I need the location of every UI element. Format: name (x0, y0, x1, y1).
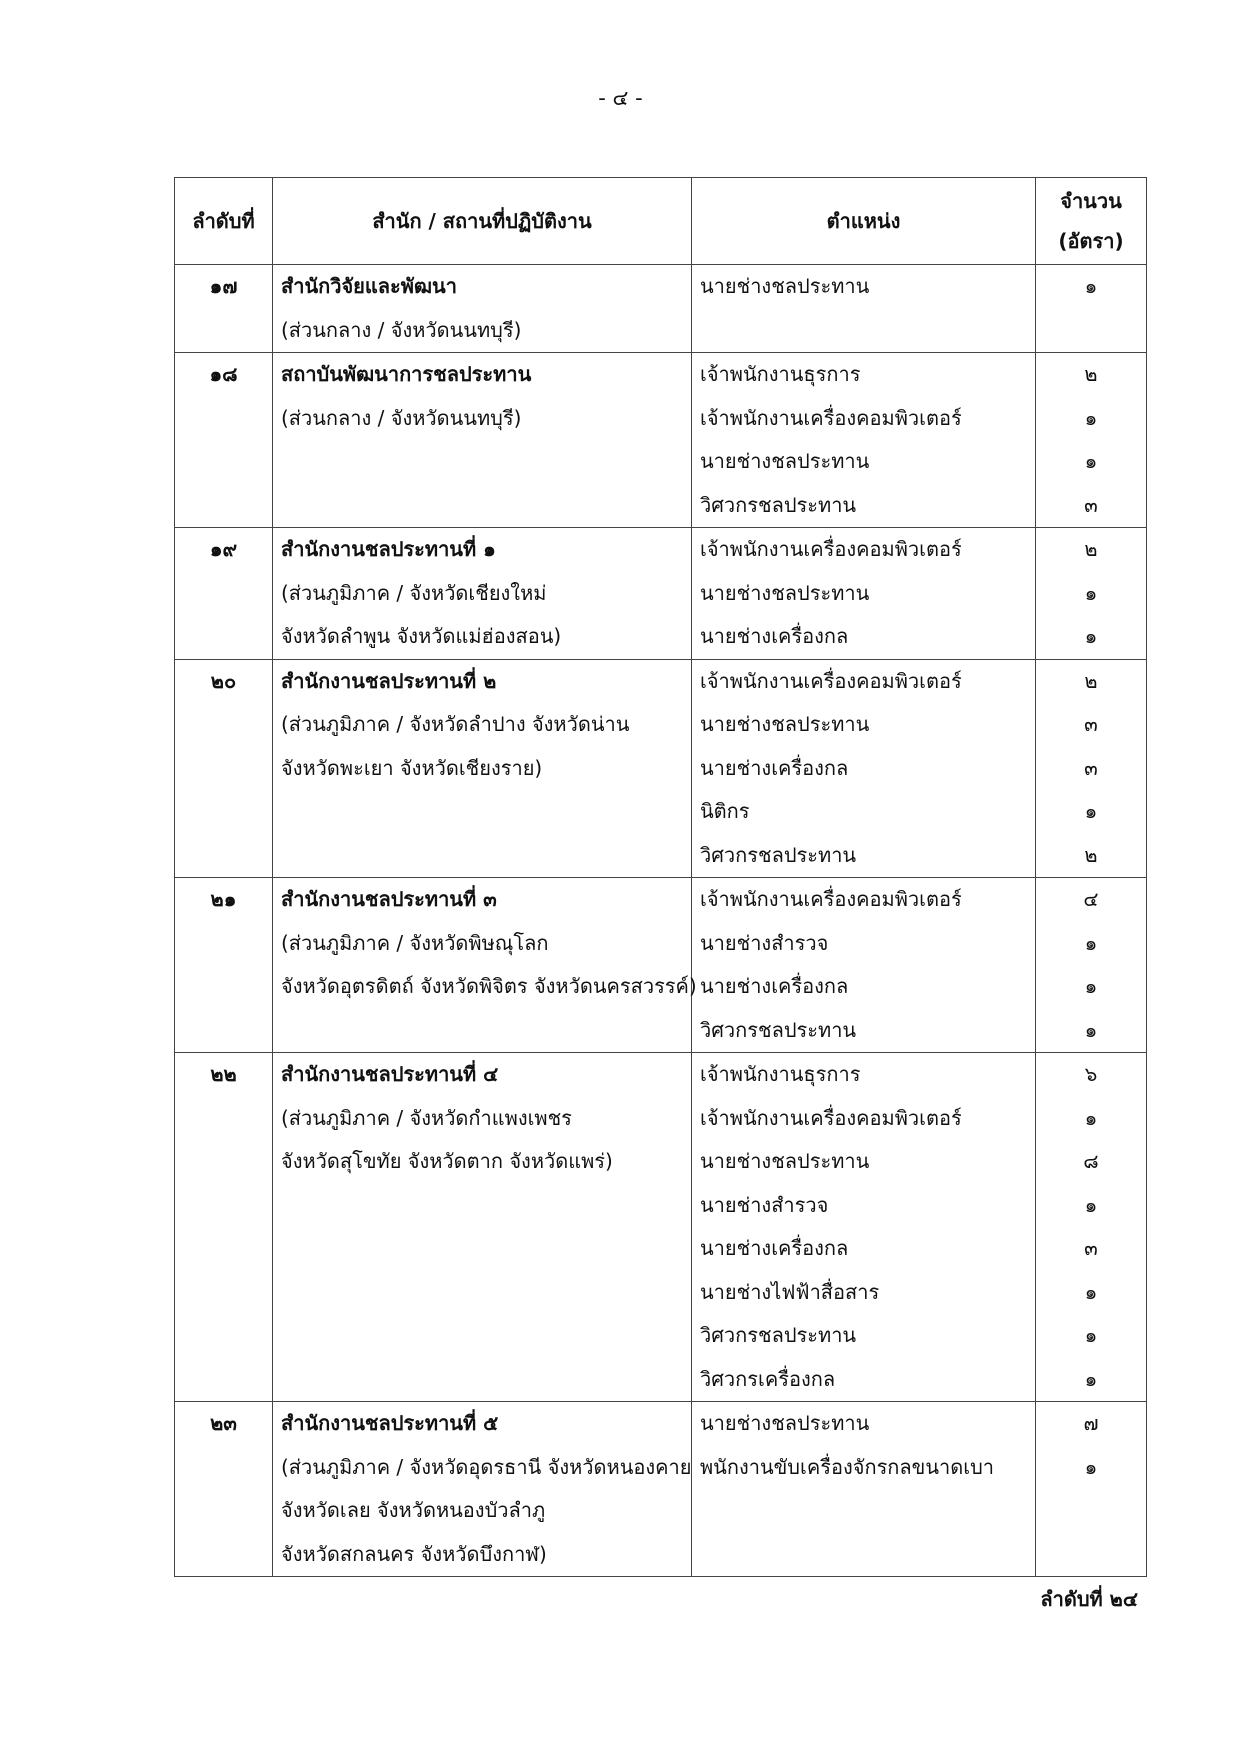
position-title: เจ้าพนักงานธุรการ (700, 1062, 861, 1086)
spacer-line (273, 834, 691, 878)
spacer-line (175, 922, 272, 966)
spacer-line (1036, 1533, 1146, 1577)
spacer-line (273, 1184, 691, 1228)
row-number: ๒๐ (210, 668, 237, 693)
position-title: นายช่างไฟฟ้าสื่อสาร (700, 1279, 880, 1304)
position-count: ๑ (1084, 624, 1098, 648)
row-number: ๒๑ (210, 887, 237, 911)
office-location-line: จังหวัดพะเยา จังหวัดเชียงราย) (281, 755, 543, 780)
spacer-line (175, 1489, 272, 1533)
position-title: นายช่างชลประทาน (700, 1411, 870, 1435)
count-cell (1036, 659, 1147, 878)
position-count: ๑ (1084, 449, 1098, 473)
table-row (175, 528, 1147, 660)
office-cell (273, 878, 697, 1053)
row-number-cell (175, 1053, 273, 1402)
position-count: ๑ (1084, 1105, 1098, 1130)
spacer-line (175, 484, 272, 528)
spacer-line (175, 1140, 272, 1184)
position-count: ๓ (1084, 1236, 1098, 1260)
position-count: ๑ (1084, 1017, 1098, 1042)
count-cell (1036, 265, 1147, 353)
position-title: พนักงานขับเครื่องจักรกลขนาดเบา (700, 1454, 994, 1479)
header-count-line1: จำนวน (1060, 189, 1122, 213)
position-title: นายช่างเครื่องกล (700, 755, 849, 780)
office-cell (273, 265, 692, 353)
spacer-line (175, 572, 272, 616)
position-cell (692, 878, 1036, 1053)
spacer-line (273, 484, 691, 528)
position-count: ๑ (1084, 405, 1098, 430)
office-name: สำนักงานชลประทานที่ ๓ (281, 887, 497, 911)
header-position: ตำแหน่ง (692, 178, 1036, 265)
position-title: นายช่างเครื่องกล (700, 974, 849, 998)
spacer-line (175, 1271, 272, 1315)
count-cell (1036, 528, 1147, 660)
row-number-cell (175, 265, 273, 353)
office-name: สำนักงานชลประทานที่ ๕ (281, 1411, 499, 1435)
position-count: ๓ (1084, 492, 1098, 517)
spacer-line (175, 1533, 272, 1577)
header-count-line2: (อัตรา) (1058, 229, 1124, 253)
office-cell (273, 528, 692, 660)
table-row (175, 878, 1147, 1053)
position-title: นิติกร (700, 799, 750, 823)
table-row (175, 265, 1147, 353)
table-row (175, 1053, 1147, 1402)
spacer-line (175, 440, 272, 484)
spacer-line (175, 1314, 272, 1358)
spacer-line (175, 703, 272, 747)
position-title: เจ้าพนักงานเครื่องคอมพิวเตอร์ (700, 1105, 962, 1130)
row-number-cell (175, 878, 273, 1053)
row-number-cell (175, 659, 273, 878)
count-cell (1036, 878, 1147, 1053)
office-location-line: จังหวัดเลย จังหวัดหนองบัวลำภู (281, 1498, 546, 1522)
position-count: ๑ (1084, 1323, 1098, 1347)
position-title: นายช่างเครื่องกล (700, 624, 849, 648)
spacer-line (273, 1314, 691, 1358)
position-title: นายช่างสำรวจ (700, 1192, 829, 1217)
spacer-line (175, 1227, 272, 1271)
position-count: ๑ (1084, 274, 1098, 298)
position-count: ๔ (1083, 887, 1099, 911)
office-cell (273, 659, 692, 878)
position-count: ๒ (1084, 842, 1098, 867)
count-cell (1036, 1402, 1147, 1577)
page-number: - ๔ - (598, 86, 643, 110)
office-name: สถาบันพัฒนาการชลประทาน (281, 362, 532, 386)
spacer-line (273, 1271, 691, 1315)
position-title: วิศวกรชลประทาน (700, 1017, 857, 1042)
row-number-cell (175, 528, 273, 660)
spacer-line (692, 309, 1035, 353)
staff-allocation-table (174, 177, 1147, 1577)
position-title: วิศวกรชลประทาน (700, 842, 857, 867)
spacer-line (175, 834, 272, 878)
office-name: สำนักงานชลประทานที่ ๒ (281, 668, 497, 693)
spacer-line (692, 1533, 1035, 1577)
position-cell (692, 353, 1036, 528)
position-title: นายช่างเครื่องกล (700, 1236, 849, 1260)
position-count: ๑ (1084, 1192, 1098, 1217)
office-location-line: (ส่วนกลาง / จังหวัดนนทบุรี) (281, 317, 522, 342)
position-count: ๑ (1084, 580, 1098, 605)
position-title: เจ้าพนักงานเครื่องคอมพิวเตอร์ (700, 537, 962, 561)
position-cell (692, 659, 1036, 878)
spacer-line (273, 790, 691, 834)
position-count: ๑ (1084, 930, 1098, 955)
row-number: ๒๓ (210, 1411, 237, 1435)
spacer-line (175, 790, 272, 834)
header-count (1036, 178, 1147, 265)
header-office: สำนัก / สถานที่ปฏิบัติงาน (273, 178, 692, 265)
position-count: ๑ (1084, 974, 1098, 998)
position-count: ๑ (1084, 1366, 1098, 1391)
spacer-line (175, 1446, 272, 1490)
position-count: ๑ (1084, 799, 1098, 823)
position-title: เจ้าพนักงานเครื่องคอมพิวเตอร์ (700, 887, 962, 911)
office-cell (273, 1053, 692, 1402)
position-title: นายช่างสำรวจ (700, 930, 829, 955)
office-cell (273, 1402, 692, 1577)
position-title: เจ้าพนักงานเครื่องคอมพิวเตอร์ (700, 668, 962, 693)
spacer-line (692, 1489, 1035, 1533)
position-count: ๑ (1084, 1279, 1098, 1304)
position-title: เจ้าพนักงานธุรการ (700, 362, 861, 386)
position-title: นายช่างชลประทาน (700, 712, 870, 736)
office-location-line: (ส่วนภูมิภาค / จังหวัดกำแพงเพชร (281, 1105, 572, 1130)
spacer-line (175, 1097, 272, 1141)
position-title: เจ้าพนักงานเครื่องคอมพิวเตอร์ (700, 405, 962, 430)
office-name: สำนักวิจัยและพัฒนา (281, 274, 457, 298)
position-cell (692, 1053, 1036, 1402)
spacer-line (1036, 1489, 1146, 1533)
spacer-line (175, 1009, 272, 1053)
spacer-line (273, 1009, 691, 1053)
position-count: ๒ (1084, 668, 1098, 693)
position-count: ๑ (1084, 1454, 1098, 1479)
position-title: นายช่างชลประทาน (700, 580, 870, 605)
spacer-line (175, 1358, 272, 1402)
table-row (175, 659, 1147, 878)
table-header-row (175, 178, 1147, 265)
office-cell (273, 353, 692, 528)
office-location-line: (ส่วนภูมิภาค / จังหวัดเชียงใหม่ (281, 580, 547, 605)
office-location-line: (ส่วนภูมิภาค / จังหวัดอุดรธานี จังหวัดหนองคาย (281, 1454, 692, 1479)
position-count: ๒ (1084, 362, 1098, 386)
table-row (175, 353, 1147, 528)
position-count: ๓ (1084, 712, 1098, 736)
row-number-cell (175, 353, 273, 528)
position-count: ๓ (1084, 755, 1098, 780)
position-title: นายช่างชลประทาน (700, 274, 870, 298)
spacer-line (273, 440, 691, 484)
spacer-line (1036, 309, 1146, 353)
spacer-line (273, 1358, 691, 1402)
row-number-cell (175, 1402, 273, 1577)
spacer-line (175, 397, 272, 441)
position-cell (692, 265, 1036, 353)
position-title: วิศวกรเครื่องกล (700, 1366, 836, 1391)
office-name: สำนักงานชลประทานที่ ๔ (281, 1062, 499, 1086)
table-body (175, 265, 1147, 1577)
position-count: ๖ (1084, 1062, 1098, 1086)
position-cell (692, 1402, 1036, 1577)
table-row (175, 1402, 1147, 1577)
office-location-line: จังหวัดอุตรดิตถ์ จังหวัดพิจิตร จังหวัดนครสวรรค์) (281, 974, 697, 998)
office-location-line: จังหวัดลำพูน จังหวัดแม่ฮ่องสอน) (281, 624, 562, 648)
office-name: สำนักงานชลประทานที่ ๑ (281, 537, 496, 561)
position-count: ๘ (1083, 1149, 1099, 1173)
row-number: ๑๗ (209, 274, 238, 298)
position-cell (692, 528, 1036, 660)
spacer-line (175, 1184, 272, 1228)
spacer-line (175, 747, 272, 791)
office-location-line: (ส่วนภูมิภาค / จังหวัดพิษณุโลก (281, 930, 549, 955)
row-number: ๑๙ (209, 537, 238, 561)
spacer-line (175, 965, 272, 1009)
spacer-line (273, 1227, 691, 1271)
position-title: วิศวกรชลประทาน (700, 1323, 857, 1347)
office-location-line: จังหวัดสุโขทัย จังหวัดตาก จังหวัดแพร่) (281, 1149, 613, 1173)
position-title: นายช่างชลประทาน (700, 449, 870, 473)
count-cell (1036, 353, 1147, 528)
position-title: วิศวกรชลประทาน (700, 492, 857, 517)
count-cell (1036, 1053, 1147, 1402)
continuation-note: ลำดับที่ ๒๔ (1040, 1587, 1138, 1611)
spacer-line (175, 309, 272, 353)
row-number: ๑๘ (209, 362, 238, 386)
office-location-line: จังหวัดสกลนคร จังหวัดบึงกาฬ) (281, 1541, 547, 1566)
position-count: ๗ (1083, 1411, 1099, 1435)
office-location-line: (ส่วนกลาง / จังหวัดนนทบุรี) (281, 405, 522, 430)
position-count: ๒ (1084, 537, 1098, 561)
office-location-line: (ส่วนภูมิภาค / จังหวัดลำปาง จังหวัดน่าน (281, 712, 630, 736)
row-number: ๒๒ (210, 1062, 237, 1086)
header-no: ลำดับที่ (175, 178, 273, 265)
position-title: นายช่างชลประทาน (700, 1149, 870, 1173)
spacer-line (175, 615, 272, 659)
